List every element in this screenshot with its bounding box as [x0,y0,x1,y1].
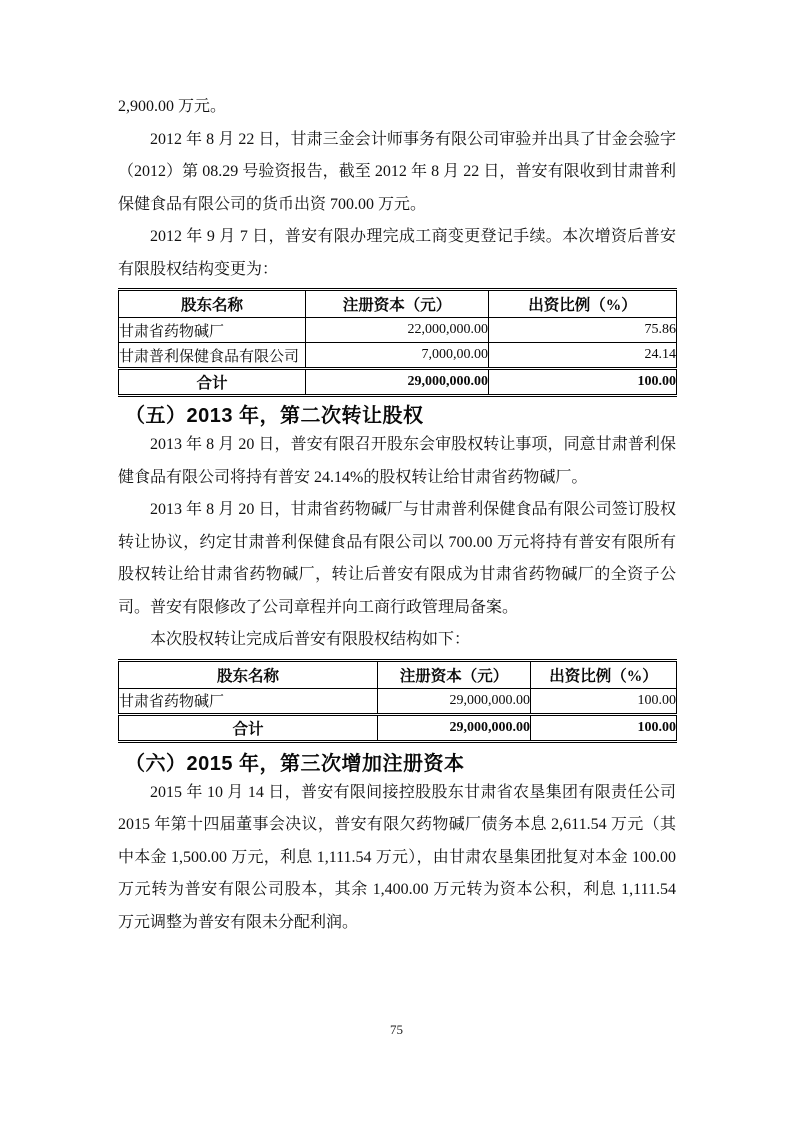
table-total-capital: 29,000,000.00 [306,369,489,396]
table-cell-shareholder: 甘肃省药物碱厂 [119,688,378,714]
section-heading-6: （六）2015 年，第三次增加注册资本 [125,752,465,775]
paragraph-verification-report: 2012 年 8 月 22 日，甘肃三金会计师事务有限公司审验并出具了甘金会验字（2012）第 08.29 号验资报告，截至 2012 年 8 月 22 日，普安有限收到甘肃普利保健食品有限公司的货币出资 700.00 万元。 [118,130,676,213]
table-row [119,343,677,369]
table-header-registered-capital: 注册资本（元） [378,660,531,688]
paragraph-debt-to-equity: 2015 年 10 月 14 日，普安有限间接控股股东甘肃省农垦集团有限责任公司 2015 年第十四届董事会决议，普安有限欠药物碱厂债务本息 2,611.54 万元（其中本金 1,500.00 万元，利息 1,111.54 万元），由甘肃农垦集团批复对本金 100.00 万元转为普安有限公司股本，其余 1,400.00 万元转为资本公积，利息 1,111.54 万元调整为普安有限未分配利润。 [118,783,676,931]
table-cell-capital: 29,000,000.00 [378,688,531,714]
page-number: 75 [390,1022,403,1037]
table-total-ratio: 100.00 [531,714,677,741]
paragraph-structure-after-transfer: 本次股权转让完成后普安有限股权结构如下： [150,631,471,648]
table-cell-capital: 22,000,000.00 [306,318,489,343]
table-row [119,688,677,714]
table-header-registered-capital: 注册资本（元） [306,290,489,318]
table-header-shareholder: 股东名称 [119,290,306,318]
table-header-row [119,290,677,318]
table-total-capital: 29,000,000.00 [378,714,531,741]
table-cell-shareholder: 甘肃普利保健食品有限公司 [119,343,306,369]
table-header-contribution-ratio: 出资比例（%） [531,660,677,688]
table-total-ratio: 100.00 [489,369,677,396]
table-cell-ratio: 75.86 [489,318,677,343]
table-header-shareholder: 股东名称 [119,660,378,688]
table-cell-ratio: 24.14 [489,343,677,369]
table-cell-shareholder: 甘肃省药物碱厂 [119,318,306,343]
section-heading-5: （五）2013 年，第二次转让股权 [125,405,424,427]
table-row [119,318,677,343]
table-total-row [119,714,677,741]
table-total-row [119,369,677,396]
table-header-row [119,660,677,688]
table-total-label: 合计 [119,369,306,396]
table-total-label: 合计 [119,714,378,741]
paragraph-transfer-agreement: 2013 年 8 月 20 日，甘肃省药物碱厂与甘肃普利保健食品有限公司签订股权转让协议，约定甘肃普利保健食品有限公司以 700.00 万元将持有普安有限所有股权转让给甘肃省药物碱厂，转让后普安有限成为甘肃省药物碱厂的全资子公司。普安有限修改了公司章程并向工商行政管理局备案。 [118,501,676,616]
table-cell-ratio: 100.00 [531,688,677,714]
shareholding-table-after-2012-increase [118,288,677,397]
paragraph-shareholder-meeting: 2013 年 8 月 20 日，普安有限召开股东会审股权转让事项，同意甘肃普利保健食品有限公司将持有普安 24.14%的股权转让给甘肃省药物碱厂。 [118,436,676,486]
shareholding-table-after-2013-transfer [118,659,677,743]
table-cell-capital: 7,000,00.00 [306,343,489,369]
table-header-contribution-ratio: 出资比例（%） [489,290,677,318]
paragraph-registration-change: 2012 年 9 月 7 日，普安有限办理完成工商变更登记手续。本次增资后普安有限股权结构变更为： [118,228,676,278]
paragraph-continuation: 2,900.00 万元。 [118,98,227,115]
